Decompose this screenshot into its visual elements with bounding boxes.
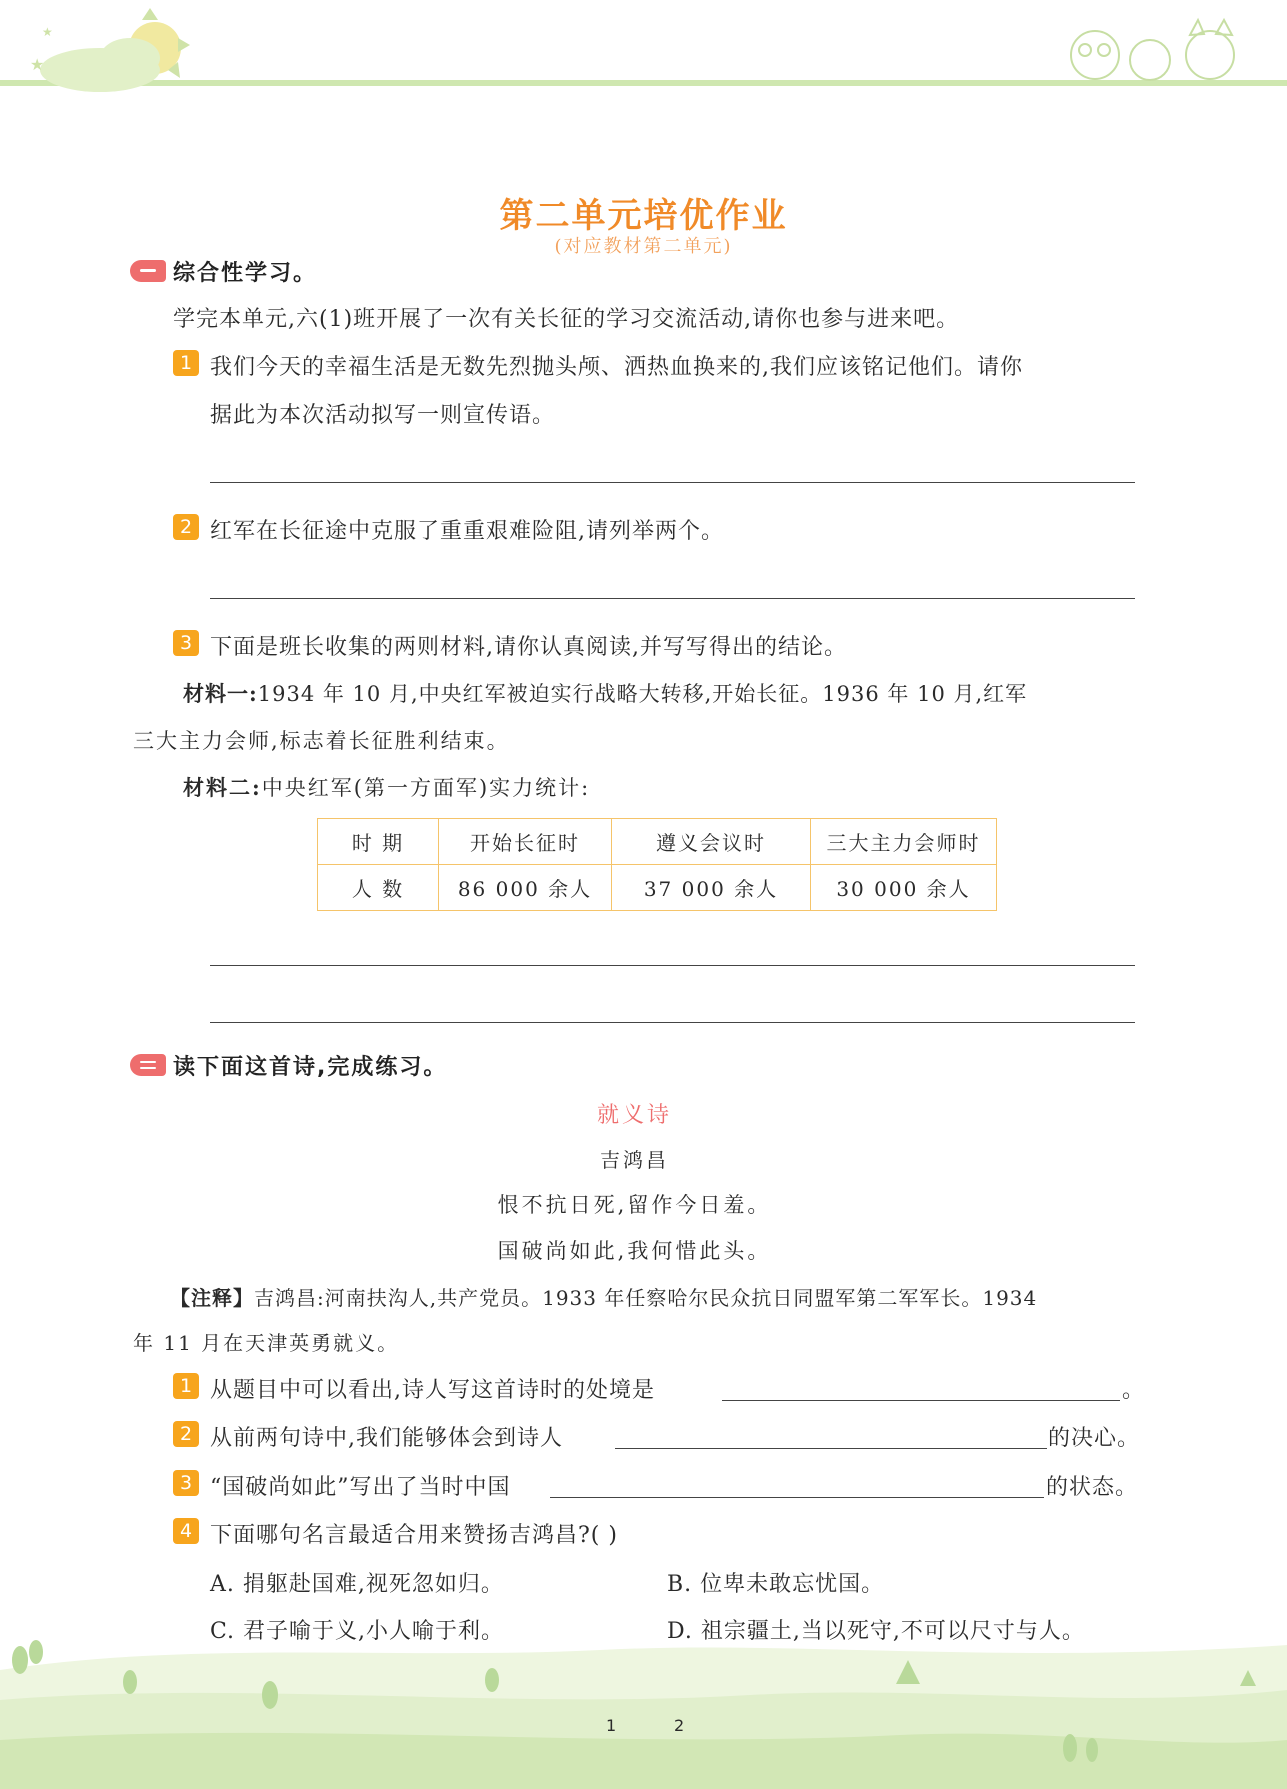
strength-table	[317, 818, 997, 911]
section-one-intro: 学完本单元,六(1)班开展了一次有关长征的学习交流活动,请你也参与进来吧。	[173, 307, 960, 332]
question-4-text: 下面哪句名言最适合用来赞扬吉鸿昌?( )	[210, 1523, 618, 1548]
page-number-right: 2	[674, 1716, 685, 1735]
material-two-label: 材料二:	[183, 775, 262, 800]
fill-blank-line[interactable]	[722, 1400, 1120, 1401]
question-number-1: 1	[173, 350, 199, 376]
material-two-text: 中央红军(第一方面军)实力统计:	[261, 776, 591, 800]
svg-text:★: ★	[30, 55, 45, 74]
page-number-left: 1	[606, 1716, 617, 1735]
question-1-end: 。	[1122, 1378, 1146, 1403]
section-two-heading: 读下面这首诗,完成练习。	[173, 1055, 448, 1080]
question-1-text: 从题目中可以看出,诗人写这首诗时的处境是	[210, 1378, 655, 1403]
table-header-cell: 遵义会议时	[612, 819, 811, 865]
question-2-text: 从前两句诗中,我们能够体会到诗人	[210, 1426, 563, 1451]
table-header-cell: 三大主力会师时	[811, 819, 997, 865]
poem-note-cont: 年 11 月在天津英勇就义。	[133, 1331, 400, 1355]
question-2-text: 红军在长征途中克服了重重艰难险阻,请列举两个。	[210, 519, 724, 544]
section-two-badge	[130, 1054, 166, 1076]
answer-line[interactable]	[210, 598, 1135, 599]
question-number-2: 2	[173, 1421, 199, 1447]
question-number-3: 3	[173, 1470, 199, 1496]
table-row	[318, 865, 997, 911]
material-one-label: 材料一:	[183, 681, 258, 706]
page-title: 第二单元培优作业	[499, 196, 788, 236]
question-number-4: 4	[173, 1518, 199, 1544]
fill-blank-line[interactable]	[615, 1448, 1047, 1449]
note-text: 吉鸿昌:河南扶沟人,共产党员。1933 年任察哈尔民众抗日同盟军第二军军长。1934	[254, 1286, 1038, 1310]
cartoon-animals-icon	[1071, 20, 1234, 80]
option-a[interactable]: A. 捐躯赴国难,视死忽如归。	[210, 1572, 504, 1597]
answer-line[interactable]	[210, 482, 1135, 483]
question-number-1: 1	[173, 1373, 199, 1399]
option-c[interactable]: C. 君子喻于义,小人喻于利。	[210, 1619, 505, 1644]
table-cell: 30 000 余人	[811, 865, 997, 911]
material-one	[183, 678, 1027, 708]
answer-line[interactable]	[210, 965, 1135, 966]
material-one-text: 1934 年 10 月,中央红军被迫实行战略大转移,开始长征。1936 年 10 月,红军	[257, 682, 1028, 706]
table-row	[318, 819, 997, 865]
poem-title: 就义诗	[596, 1103, 672, 1128]
material-one-text-cont: 三大主力会师,标志着长征胜利结束。	[133, 729, 510, 753]
question-1-text: 我们今天的幸福生活是无数先烈抛头颅、洒热血换来的,我们应该铭记他们。请你	[210, 355, 1023, 380]
poem-note	[170, 1282, 1037, 1311]
footer-decoration	[0, 1600, 1287, 1789]
poem-line-1: 恨不抗日死,留作今日羞。	[497, 1193, 772, 1217]
table-cell: 人 数	[318, 865, 439, 911]
question-3-text: 下面是班长收集的两则材料,请你认真阅读,并写写得出的结论。	[210, 635, 847, 660]
question-1-text-cont: 据此为本次活动拟写一则宣传语。	[210, 403, 556, 428]
note-label: 【注释】	[170, 1286, 254, 1310]
poem-author: 吉鸿昌	[600, 1148, 669, 1172]
poem-line-2: 国破尚如此,我何惜此头。	[497, 1239, 772, 1263]
question-3-end: 的状态。	[1046, 1475, 1139, 1500]
question-3-text: “国破尚如此”写出了当时中国	[210, 1475, 511, 1500]
material-two	[183, 772, 590, 802]
section-one-badge	[130, 260, 166, 282]
page-subtitle: (对应教材第二单元)	[554, 236, 733, 257]
svg-text:★: ★	[42, 25, 53, 39]
table-header-cell: 开始长征时	[439, 819, 612, 865]
fill-blank-line[interactable]	[550, 1497, 1044, 1498]
option-d[interactable]: D. 祖宗疆土,当以死守,不可以尺寸与人。	[667, 1619, 1085, 1644]
question-number-3: 3	[173, 630, 199, 656]
table-cell: 86 000 余人	[439, 865, 612, 911]
header-decoration	[0, 0, 1287, 100]
table-cell: 37 000 余人	[612, 865, 811, 911]
question-2-end: 的决心。	[1048, 1426, 1141, 1451]
question-number-2: 2	[173, 514, 199, 540]
answer-line[interactable]	[210, 1022, 1135, 1023]
option-b[interactable]: B. 位卑未敢忘忧国。	[667, 1572, 885, 1597]
section-one-heading: 综合性学习。	[173, 261, 318, 286]
table-header-cell: 时 期	[318, 819, 439, 865]
